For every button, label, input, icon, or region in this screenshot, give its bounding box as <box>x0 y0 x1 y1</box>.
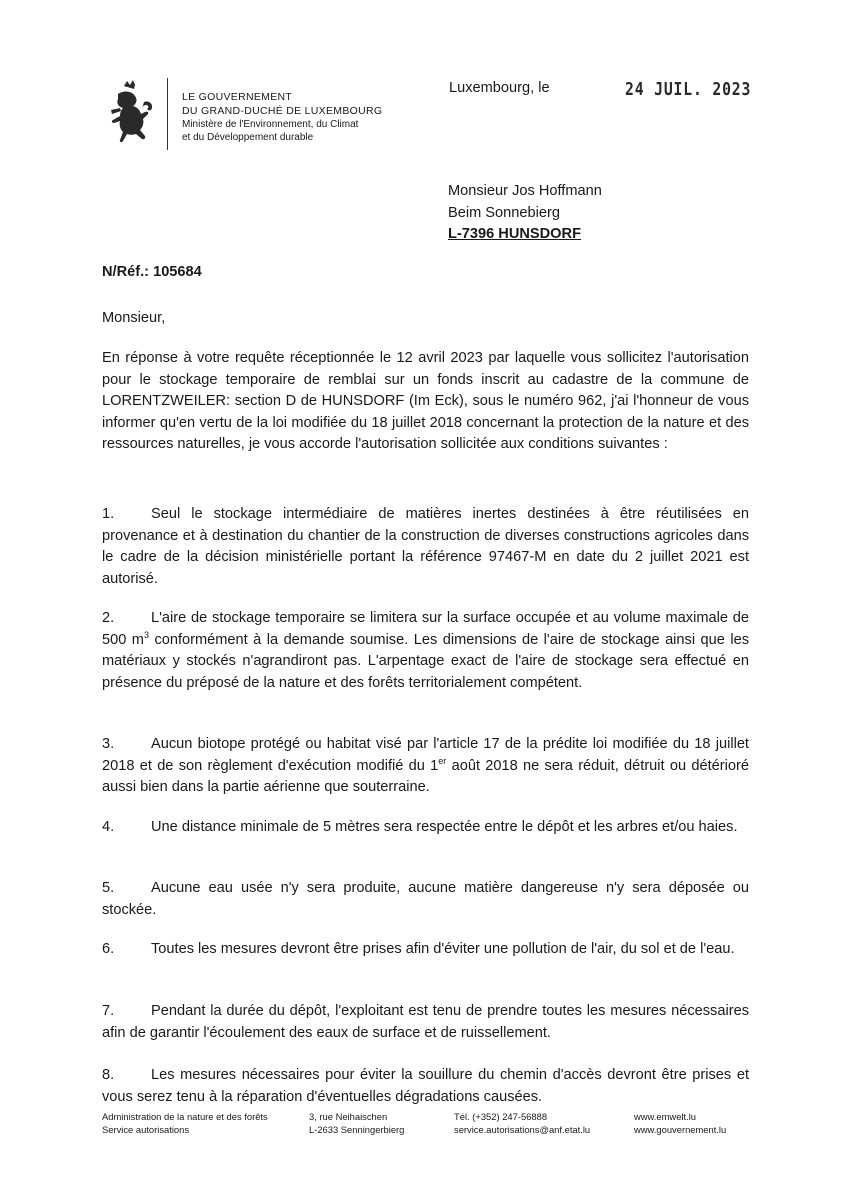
superscript-unit: 3 <box>143 629 149 640</box>
footer-address <box>309 1110 404 1136</box>
footer-postal-city: L-2633 Senningerbierg <box>309 1124 405 1135</box>
condition-6 <box>102 939 749 961</box>
footer-service-name: Service autorisations <box>102 1124 190 1135</box>
condition-number: 4. <box>102 819 115 835</box>
condition-number: 2. <box>102 610 115 626</box>
recipient-city: L-7396 HUNSDORF <box>448 226 581 242</box>
government-logo <box>104 80 160 144</box>
intro-paragraph: En réponse à votre requête réceptionnée le 12 avril 2023 par laquelle vous sollicitez l'autorisation pour le stockage temporaire de remblai sur un fonds inscrit au cadastre de la commune de LORENTZWEILER: section D de HUNSDORF (Im Eck), sous le numéro 962, j'ai l'honneur de vous informer qu'en vertu de la loi modifiée du 18 juillet 2018 concernant la protection de la nature et des ressources naturelles, je vous accorde l'autorisation sollicitée aux conditions suivantes : <box>102 350 749 452</box>
footer-website-emwelt: www.emwelt.lu <box>634 1111 696 1122</box>
letter-date: 24 JUIL. 2023 <box>625 79 752 100</box>
condition-3 <box>102 734 749 799</box>
condition-text-part1: Aucun biotope protégé ou habitat visé par l'article 17 de la prédite loi modifiée du 18 juillet 2018 et de son règlement d'exécution modifié du 1 <box>102 736 749 774</box>
footer-websites <box>634 1110 726 1136</box>
condition-number: 7. <box>102 1003 115 1019</box>
condition-text: Pendant la durée du dépôt, l'exploitant est tenu de prendre toutes les mesures nécessaires afin de garantir l'écoulement des eaux de surface et de ruissellement. <box>102 1003 749 1041</box>
footer-administration-name: Administration de la nature et des forêts <box>102 1111 268 1122</box>
luxembourg-lion-coat-of-arms-icon <box>104 80 160 144</box>
condition-text: Une distance minimale de 5 mètres sera respectée entre le dépôt et les arbres et/ou haies. <box>151 819 738 835</box>
condition-text: Seul le stockage intermédiaire de matières inertes destinées à être réutilisées en provenance et à destination du chantier de la construction de diverses constructions agricoles dans le cadre de la décision ministérielle portant la référence 97467-M en date du 2 juillet 2021 est autorisé. <box>102 506 749 587</box>
condition-number: 5. <box>102 880 115 896</box>
condition-4 <box>102 817 749 839</box>
condition-7 <box>102 1001 749 1044</box>
condition-number: 1. <box>102 506 115 522</box>
condition-5 <box>102 878 749 921</box>
condition-8 <box>102 1065 749 1108</box>
footer-contact <box>454 1110 590 1136</box>
government-name-line2: DU GRAND-DUCHÉ DE LUXEMBOURG <box>182 105 383 117</box>
government-name-block <box>182 90 442 144</box>
place-label: Luxembourg, le <box>449 80 550 96</box>
footer-administration <box>102 1110 268 1136</box>
ministry-name-line1: Ministère de l'Environnement, du Climat <box>182 119 359 130</box>
condition-text-part2: conformément à la demande soumise. Les dimensions de l'aire de stockage ainsi que les matériaux y stockés n'agrandiront pas. L'arpentage exact de l'aire de stockage sera effectué en présence du préposé de la nature et des forêts territorialement compétent. <box>102 631 750 691</box>
salutation: Monsieur, <box>102 310 166 326</box>
condition-number: 3. <box>102 736 115 752</box>
condition-1 <box>102 504 749 590</box>
condition-text: Les mesures nécessaires pour éviter la souillure du chemin d'accès devront être prises et vous serez tenu à la réparation d'éventuelles dégradations causées. <box>102 1067 749 1105</box>
condition-text-part1: L'aire de stockage temporaire se limitera sur la surface occupée et au volume maximale de 500 m <box>102 610 749 648</box>
condition-text: Aucune eau usée n'y sera produite, aucune matière dangereuse n'y sera déposée ou stockée. <box>102 880 749 918</box>
recipient-address <box>448 181 748 246</box>
superscript-ordinal: er <box>438 755 447 766</box>
footer-street: 3, rue Neihaischen <box>309 1111 388 1122</box>
condition-text: Toutes les mesures devront être prises afin d'éviter une pollution de l'air, du sol et de l'eau. <box>151 941 735 957</box>
ministry-name-line2: et du Développement durable <box>182 132 314 143</box>
footer-website-gouvernement: www.gouvernement.lu <box>634 1124 727 1135</box>
recipient-street: Beim Sonnebierg <box>448 204 560 221</box>
reference-number: N/Réf.: 105684 <box>102 264 202 280</box>
footer-phone: Tél. (+352) 247-56888 <box>454 1111 548 1122</box>
government-name-line1: LE GOUVERNEMENT <box>182 91 293 103</box>
footer-email: service.autorisations@anf.etat.lu <box>454 1124 591 1135</box>
condition-text-part2: août 2018 ne sera réduit, détruit ou détérioré aussi bien dans la partie aérienne que souterraine. <box>102 757 749 795</box>
condition-number: 8. <box>102 1067 115 1083</box>
letterhead-divider <box>167 78 168 150</box>
condition-2 <box>102 608 749 694</box>
condition-number: 6. <box>102 941 115 957</box>
recipient-name: Monsieur Jos Hoffmann <box>448 183 602 199</box>
